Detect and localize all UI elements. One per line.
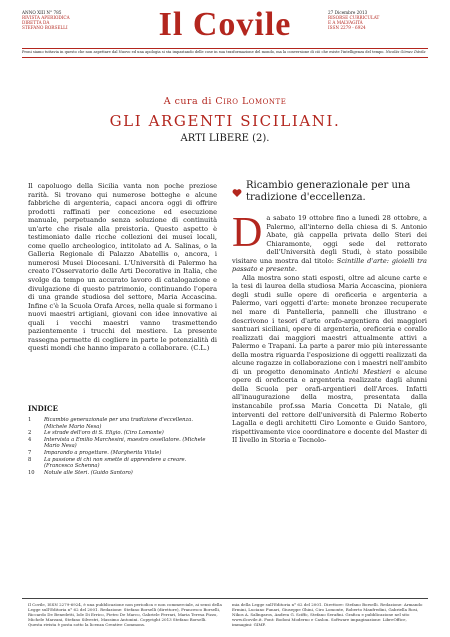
byline-author: Ciro Lomonte <box>215 96 287 107</box>
masthead <box>150 6 300 44</box>
footer-right: mia della Legge sull'Editoria n° 62 del 2001. Direttore: Stefano Borselli. Redazione: Armando Ermini, Luciano Funari, Giuseppe Ghini, Ciro Lomonte, Roberto Manfredini, Gabriella Rosi, Nikos A. Salíngaros, Andrea G. Sciffo, Stefano Serafini. Grafica e pubblicazione nel sito www.ilcovile.it. Font: Bodoni Moderno e Caslon. Software impaginazione: LibreOffice, immagini: GIMP. <box>232 602 423 627</box>
para2-italic: Antichi Mestieri <box>334 367 392 376</box>
masthead-rule-bottom <box>22 57 428 58</box>
masthead-right <box>328 10 428 30</box>
index-item[interactable]: 7 Imparando a progettare. (Margherita Vitale) <box>28 449 162 456</box>
byline-prefix: A cura di <box>163 96 212 107</box>
index-title: INDICE <box>28 404 58 413</box>
motto-text: Proni siamo tuttavia in questo che non aspettare dal Nuovo ed una apologia si sta impastando delle cose in sua trasformazione del mondo, ma la conversione di ciò che esiste l'intelligenza del tempo. <box>22 50 385 54</box>
article-subtitle: ARTI LIBERE (2). <box>180 133 270 144</box>
masthead-left <box>22 10 112 30</box>
footer-rule <box>22 598 428 599</box>
right-label-2: E A MALVAGITÀ <box>328 20 363 26</box>
index-item[interactable]: 1 Ricambio generazionale per una tradizione d'eccellenza. (Michele Mario Nesa) <box>28 417 193 430</box>
motto <box>22 50 428 55</box>
motto-author: Nicolás Gómez Dávila <box>385 50 426 54</box>
index-item[interactable]: 10 Notule alle Steri. (Guido Santoro) <box>28 469 133 476</box>
label-3: STEFANO BORSELLI <box>22 25 68 31</box>
index-item[interactable]: 4 Intervista a Emilio Marchesini, maestro cesellatore. (Michele Mario Nesa) <box>28 436 206 450</box>
article-title: GLI ARGENTI SICILIANI. <box>109 112 341 130</box>
index-section <box>28 404 217 476</box>
para1-text: a sabato 19 ottobre fino a lunedì 28 ottobre, a Palermo, all'interno della chiesa di S. Antonio Abate, già cappella privata dello Steri dei Chiaramonte, oggi sede del rettorato dell'Università degli Studi, è stato possibile visitare una mostra dal titolo: <box>232 214 427 265</box>
masthead-rule-top <box>22 48 428 49</box>
article-body <box>232 210 427 445</box>
para2-text-b: e alcune opere di oreficeria e argenteria realizzate dagli alunni della Scuola per orafi-argentieri dell'Arces. Infatti all'inaugurazione della mostra, presentata dalla instancabile prof.ssa Maria Concetta Di Natale, gli interventi del rettore dell'università di Palermo Roberto Lagalla e degli architetti Ciro Lomonte e Guido Santoro, rispettivamente vice coordinatore e docente del Master di II livello in Storia e Tecnolo- <box>232 367 427 445</box>
para2 <box>232 274 427 445</box>
para1-italic: Scintille d'arte: gioielli tra passato e presente. <box>232 256 427 274</box>
issn: ISSN 2279 - 6924 <box>328 25 366 31</box>
label-1: RIVISTA APERIODICA <box>22 15 70 21</box>
dropcap: D <box>232 210 263 256</box>
section-heading <box>232 180 427 204</box>
right-column <box>232 180 427 445</box>
intro-text: Il capoluogo della Sicilia vanta non poche preziose rarità. Si trovano qui numerose botteghe e alcune fabbriche di argenteria, capaci ancora oggi di offrire prodotti raffinati per concezione ed esecuzione manuale, perpetuando senza soluzione di continuità un'arte che risale alla preistoria. Questo aspetto è testimoniato dalle ricche collezioni dei musei locali, come quello archeologico, intitolato ad A. Salinas, o la Galleria Regionale di Palazzo Abatellis o, ancora, i numerosi Musei Diocesani. L'Università di Palermo ha creato l'Osservatorio delle Arti Decorative in Italia, che svolge da tempo un accurato lavoro di catalogazione e divulgazione di questo patrimonio, continuando l'opera di una grande studiosa del settore, Maria Accascina. Infine c'è la Scuola Orafa Arces, nella quale si formano i nuovi maestri artigiani, giovani con idee innovative ai quali i vecchi maestri vanno trasmettendo pazientemente i trucchi del mestiere. La presente rassegna permette di cogliere in parte le potenzialità di questi mondi che hanno imparato a collaborare. (C.L.) <box>28 182 217 353</box>
heart-icon <box>232 183 242 193</box>
article-heading <box>22 96 428 144</box>
footer-left: Il Covile, ISSN 2279-6924, è una pubblicazione non periodica e non commerciale, ai sensi della Legge sull'Editoria n° 62 del 2001. Redazione: Stefano Borselli (direttore), Francesco Borselli, Riccardo De Benedetti, Iole Di Errico, Pietro De Marco, Gabriele Ferrari, Maria Teresa Pizzo, Michele Marzani, Stefano Silvestri, Massimo Antonini. Copyright 2013 Stefano Borselli. Questa rivista è posta sotto la licenza Creative Commons. <box>28 602 222 627</box>
label-2: DIRETTA DA <box>22 20 50 26</box>
magazine-title: Il Covile <box>158 6 292 43</box>
index-item[interactable]: 2 Le strade dell'oro di S. Eligio. (Ciro Lomonte) <box>28 430 164 437</box>
issue-date: 27 Dicembre 2013 <box>328 10 368 15</box>
index-list <box>28 417 217 476</box>
byline <box>22 96 428 107</box>
right-label-1: RISORSE CURRICULAT <box>328 15 380 21</box>
section-title: Ricambio generazionale per una tradizione d'eccellenza. <box>246 180 411 203</box>
issue-line: ANNO XIII N° 785 <box>22 10 62 15</box>
index-item[interactable]: 8 La passione di chi non smette di apprendere a creare. (Francesco Schenna) <box>28 456 187 470</box>
para2-text: Alla mostra sono stati esposti, oltre ad alcune carte e la tesi di laurea della studiosa Maria Accascina, pioniera degli studi sulle opere di oreficeria e argenteria a Palermo, vari oggetti d'arte: monete bronzee recuperate nel mare di Pantelleria, pannelli che illustrano e descrivono i tesori d'arte orafo-argentiera dei maggiori santuari siciliani, opere di argenteria, oreficeria e corallo realizzati dai maggiori maestri attualmente attivi a Palermo e Trapani. La parte a parer mio più interessante della mostra riguarda l'esposizione di oggetti realizzati da alcune ragazze in collaborazione con i maestri nell'ambito di un progetto denominato <box>232 273 427 376</box>
